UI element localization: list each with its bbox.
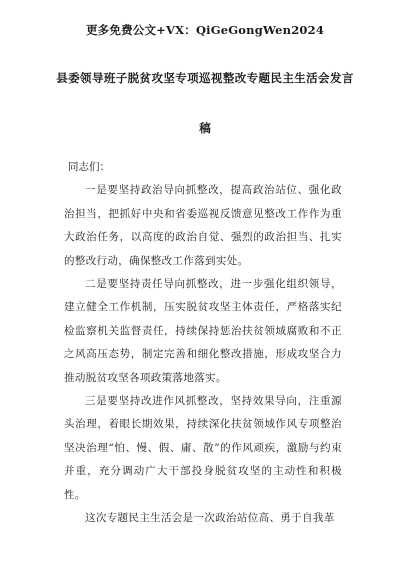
paragraph-3: 三是要坚持改进作风抓整改，坚持效果导向，注重源头治理，着眼长期效果，持续深化扶贫领域作风专项整治坚决治理“怕、慢、假、庸、散”的作风顽疾，激励与约束并重，充分调动广大干部投身脱贫攻坚的主动性和积极性。 (64, 395, 342, 501)
paragraph-4: 这次专题民主生活会是一次政治站位高、勇于自我革 (85, 512, 335, 525)
greeting: 同志们： (68, 161, 110, 173)
page-header: 更多免费公文+VX：QiGeGongWen2024 (85, 23, 325, 37)
document-body (64, 156, 342, 531)
paragraph-1: 一是要坚持政治导向抓整改，提高政治站位、强化政治担当，把抓好中央和省委巡视反馈意见整改工作作为重大政治任务，以高度的政治自觉、强烈的政治担当、扎实的整改行动，确保整改工作落到实处。 (64, 184, 342, 267)
document-title: 县委领导班子脱贫攻坚专项巡视整改专题民主生活会发言 (56, 71, 354, 85)
paragraph-2: 二是要坚持责任导向抓整改，进一步强化组织领导，建立健全工作机制，压实脱贫攻坚主体责任，严格落实纪检监察机关监督责任，持续保持惩治扶贫领域腐败和不正之风高压态势，制定完善和细化整改措施，形成攻坚合力推动脱贫攻坚各项政策落地落实。 (64, 278, 342, 384)
document-title-continuation: 稿 (199, 121, 211, 135)
